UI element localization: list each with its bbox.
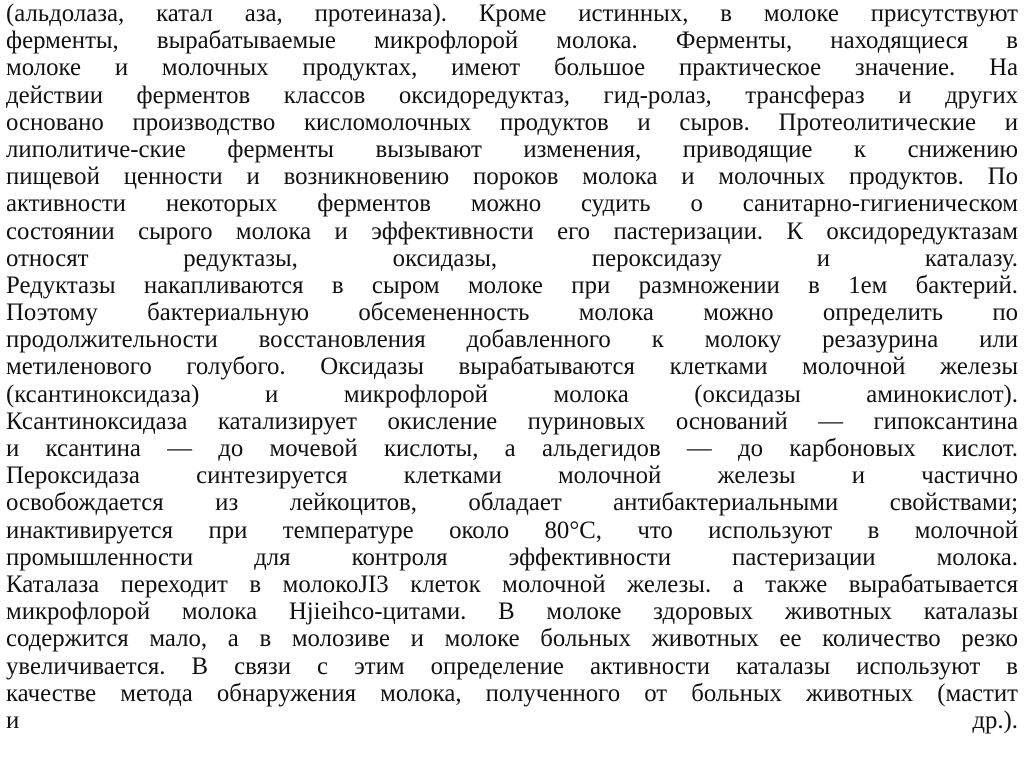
text-line: и др.). xyxy=(6,706,1018,734)
text-line: Ксантиноксидаза катализирует окисление пуриновых оснований — гипоксантина xyxy=(6,407,1018,435)
text-line: ферменты, вырабатываемые микрофлорой молока. Ферменты, находящиеся в xyxy=(6,27,1018,55)
text-line: Пероксидаза синтезируется клетками молочной железы и частично xyxy=(6,462,1018,490)
text-line: инактивируется при температуре около 80°С, что используют в молочной xyxy=(6,516,1018,544)
text-line: активности некоторых ферментов можно судить о санитарно-гигиеническом xyxy=(6,190,1018,218)
text-line: состоянии сырого молока и эффективности его пастеризации. К оксидоредуктазам xyxy=(6,217,1018,245)
text-line: пищевой ценности и возникновению пороков молока и молочных продуктов. По xyxy=(6,163,1018,191)
text-line: Поэтому бактериальную обсемененность молока можно определить по xyxy=(6,299,1018,327)
text-line: промышленности для контроля эффективности пастеризации молока. xyxy=(6,543,1018,571)
text-line: увеличивается. В связи с этим определение активности каталазы используют в xyxy=(6,652,1018,680)
text-line: Редуктазы накапливаются в сыром молоке при размножении в 1ем бактерий. xyxy=(6,271,1018,299)
text-line: (альдолаза, катал аза, протеиназа). Кроме истинных, в молоке присутствуют xyxy=(6,0,1018,27)
text-line: (ксантиноксидаза) и микрофлорой молока (оксидазы аминокислот). xyxy=(6,380,1018,408)
text-line: относят редуктазы, оксидазы, пероксидазу и каталазу. xyxy=(6,244,1018,272)
text-line: и ксантина — до мочевой кислоты, а альдегидов — до карбоновых кислот. xyxy=(6,435,1018,462)
text-line: действии ферментов классов оксидоредуктаз, гид-ролаз, трансфераз и других xyxy=(6,81,1018,109)
text-line: молоке и молочных продуктах, имеют большое практическое значение. На xyxy=(6,54,1018,82)
text-line: микрофлорой молока Hjieihco-цитами. В молоке здоровых животных каталазы xyxy=(6,598,1018,626)
text-line: метиленового голубого. Оксидазы вырабатываются клетками молочной железы xyxy=(6,353,1018,381)
text-line: качестве метода обнаружения молока, полученного от больных животных (мастит xyxy=(6,679,1018,707)
text-line: продолжительности восстановления добавленного к молоку резазурина или xyxy=(6,326,1018,354)
document-page xyxy=(6,0,1018,767)
text-line: освобождается из лейкоцитов, обладает антибактериальными свойствами; xyxy=(6,489,1018,517)
text-line: содержится мало, а в молозиве и молоке больных животных ее количество резко xyxy=(6,625,1018,653)
text-line: липолитиче-ские ферменты вызывают изменения, приводящие к снижению xyxy=(6,135,1018,163)
text-line: Каталаза переходит в молокоJI3 клеток молочной железы. а также вырабатывается xyxy=(6,570,1018,598)
text-line: основано производство кисломолочных продуктов и сыров. Протеолитические и xyxy=(6,108,1018,136)
